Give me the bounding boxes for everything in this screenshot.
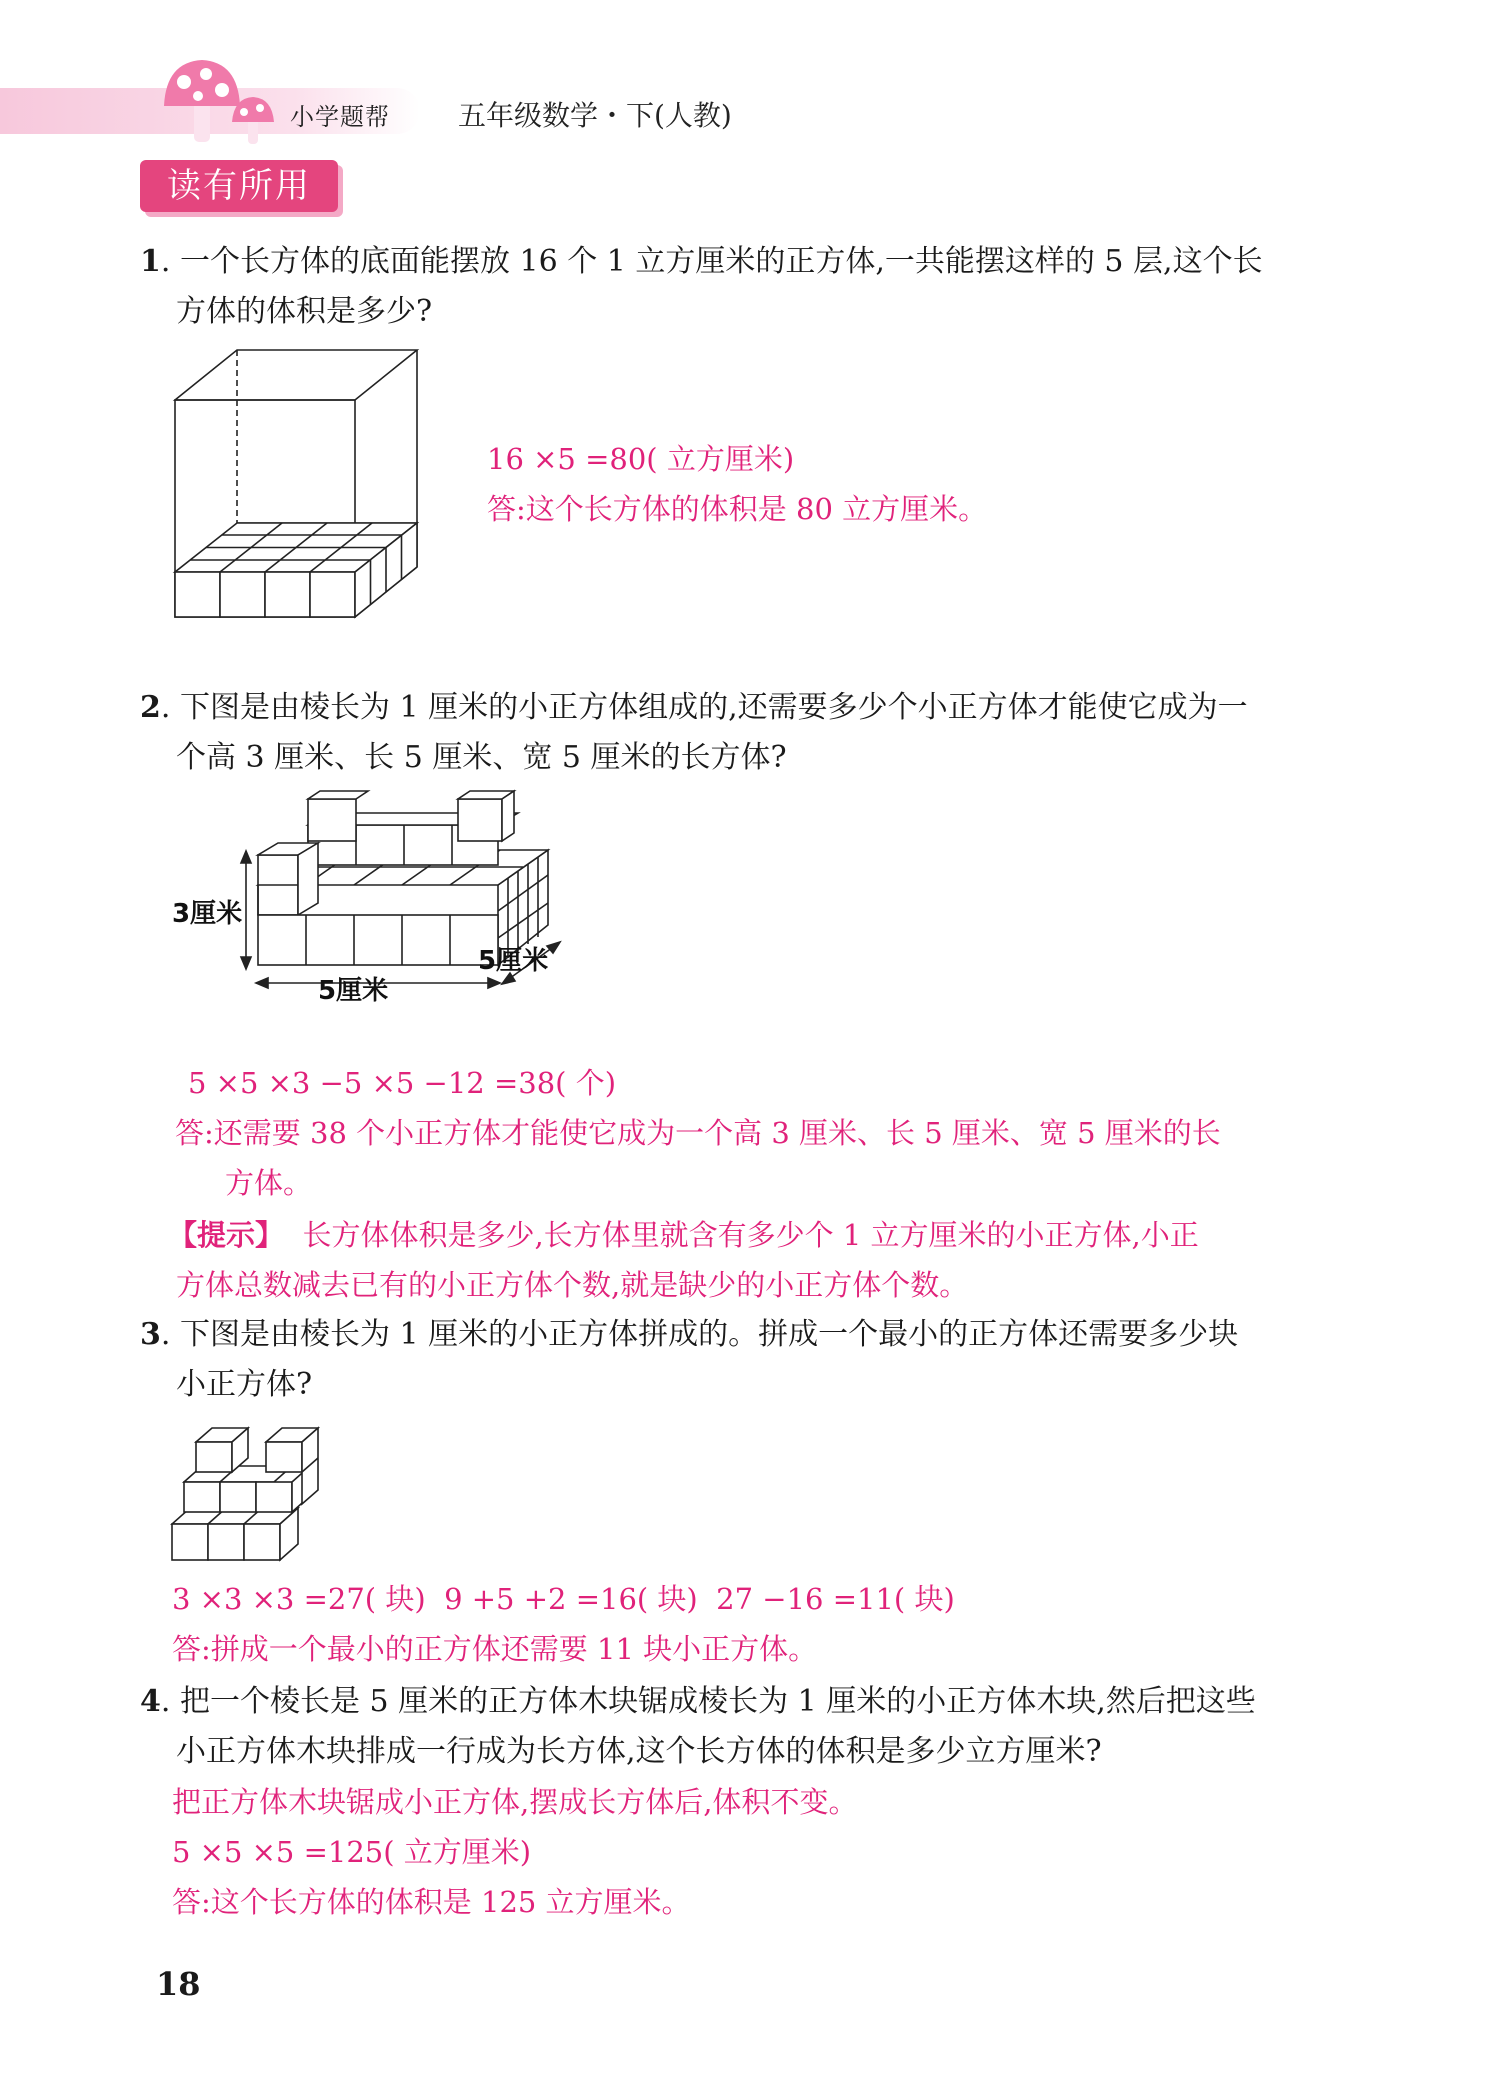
answer-1-text: 答:这个长方体的体积是 80 立方厘米。 xyxy=(487,492,988,526)
answer-text: 方体。 xyxy=(225,1166,313,1200)
question-3 xyxy=(140,1310,1380,1410)
question-4 xyxy=(140,1677,1380,1777)
section-tag: 读有所用 xyxy=(140,160,338,212)
cube-shape-figure xyxy=(170,1412,330,1572)
question-text: . 把一个棱长是 5 厘米的正方体木块锯成棱长为 1 厘米的小正方体木块,然后把这些 xyxy=(160,1684,1256,1719)
answer-formula: 5 ×5 ×5 =125( 立方厘米) xyxy=(172,1835,532,1869)
question-number: 3 xyxy=(140,1317,161,1352)
book-title: 五年级数学・下(人教) xyxy=(458,99,732,132)
question-number: 2 xyxy=(140,690,161,725)
question-text: . 下图是由棱长为 1 厘米的小正方体组成的,还需要多少个小正方体才能使它成为一 xyxy=(160,690,1248,725)
answer-text: 答:还需要 38 个小正方体才能使它成为一个高 3 厘米、长 5 厘米、宽 5 厘米的长 xyxy=(175,1116,1221,1150)
question-text: 小正方体? xyxy=(176,1367,313,1402)
question-text: . 一个长方体的底面能摆放 16 个 1 立方厘米的正方体,一共能摆这样的 5 层,这个长 xyxy=(160,244,1263,279)
question-1 xyxy=(140,237,1380,337)
question-number: 4 xyxy=(140,1684,161,1719)
hint-text: 方体总数减去已有的小正方体个数,就是缺少的小正方体个数。 xyxy=(176,1268,969,1302)
question-text: 方体的体积是多少? xyxy=(176,294,433,329)
cube-layer xyxy=(175,523,417,617)
answer-4 xyxy=(172,1777,1372,1927)
question-text: 小正方体木块排成一行成为长方体,这个长方体的体积是多少立方厘米? xyxy=(176,1734,1102,1769)
answer-text: 把正方体木块锯成小正方体,摆成长方体后,体积不变。 xyxy=(172,1785,858,1819)
width-label: 5厘米 xyxy=(478,946,549,976)
hint-text: 长方体体积是多少,长方体里就含有多少个 1 立方厘米的小正方体,小正 xyxy=(302,1218,1199,1252)
answer-2-text xyxy=(175,1108,1375,1208)
answer-3-text: 答:拼成一个最小的正方体还需要 11 块小正方体。 xyxy=(172,1632,818,1666)
question-text: . 下图是由棱长为 1 厘米的小正方体拼成的。拼成一个最小的正方体还需要多少块 xyxy=(160,1317,1239,1352)
question-text: 个高 3 厘米、长 5 厘米、宽 5 厘米的长方体? xyxy=(176,740,787,775)
height-label: 3厘米 xyxy=(172,899,243,929)
question-number: 1 xyxy=(140,244,161,279)
answer-1-formula: 16 ×5 =80( 立方厘米) xyxy=(487,442,795,476)
answer-3-formula: 3 ×3 ×3 =27( 块) 9 +5 +2 =16( 块) 27 −16 =11( 块) xyxy=(172,1582,955,1616)
question-2 xyxy=(140,683,1380,783)
cuboid-figure xyxy=(172,345,424,630)
mushroom-icon xyxy=(160,52,300,152)
brand-label: 小学题帮 xyxy=(290,103,390,131)
hint xyxy=(168,1210,1383,1310)
hint-label: 【提示】 xyxy=(168,1218,285,1252)
answer-2-formula: 5 ×5 ×3 −5 ×5 −12 =38( 个) xyxy=(188,1066,617,1100)
answer-text: 答:这个长方体的体积是 125 立方厘米。 xyxy=(172,1885,691,1919)
length-label: 5厘米 xyxy=(318,976,389,1006)
page-number: 18 xyxy=(156,1965,201,2003)
